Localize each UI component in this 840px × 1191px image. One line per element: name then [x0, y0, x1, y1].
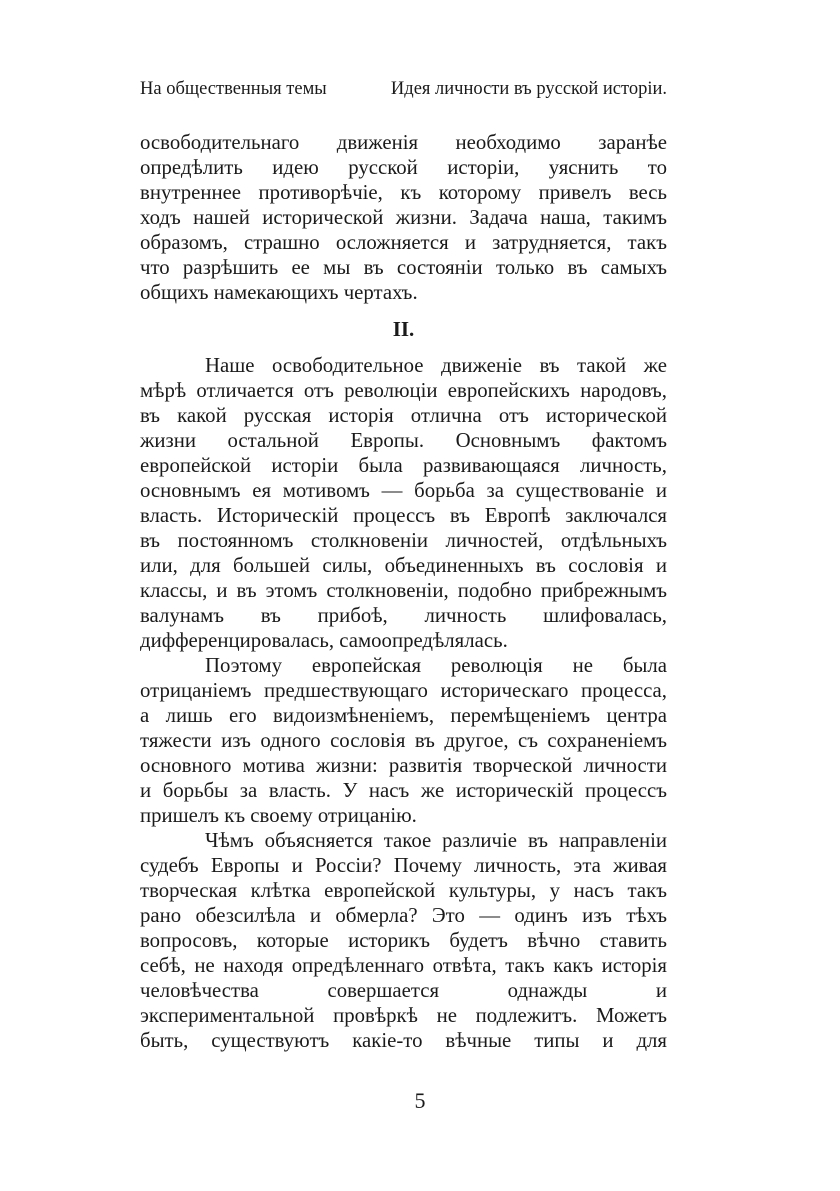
- text-line: а лишь его видоизмѣненіемъ, перемѣщеніемъ центра: [140, 704, 667, 727]
- text-line: судебъ Европы и Россіи? Почему личность, эта живая: [140, 854, 667, 877]
- text-line: валунамъ въ прибоѣ, личность шлифовалась,: [140, 604, 667, 627]
- text-line: опредѣлить идею русской исторіи, уяснить то: [140, 156, 667, 179]
- paragraph-2: [140, 353, 667, 653]
- text-line: основного мотива жизни: развитія творческой личности: [140, 754, 667, 777]
- text-line: освободительнаго движенія необходимо заранѣе: [140, 131, 667, 154]
- text-line: человѣчества совершается однажды и: [140, 979, 667, 1002]
- body-text: [140, 130, 667, 1053]
- section-heading: II.: [392, 317, 415, 341]
- paragraph-4: [140, 828, 667, 1053]
- text-line: образомъ, страшно осложняется и затрудняется, такъ: [140, 231, 667, 254]
- paragraph-3: [140, 653, 667, 828]
- text-line: мѣрѣ отличается отъ революціи европейскихъ народовъ,: [140, 379, 667, 402]
- text-line: быть, существуютъ какіе-то вѣчные типы и для: [140, 1029, 667, 1052]
- text-line: вопросовъ, которые историкъ будетъ вѣчно ставить: [140, 929, 667, 952]
- text-line: Поэтому европейская революція не была: [205, 654, 667, 677]
- text-line: Наше освободительное движеніе въ такой же: [205, 354, 667, 377]
- text-line: европейской исторіи была развивающаяся личность,: [140, 454, 667, 477]
- text-line: экспериментальной провѣркѣ не подлежитъ. Можетъ: [140, 1004, 667, 1027]
- text-line: отрицаніемъ предшествующаго историческаго процесса,: [140, 679, 667, 702]
- text-line: творческая клѣтка европейской культуры, у насъ такъ: [140, 879, 667, 902]
- text-line: въ постоянномъ столкновеніи личностей, отдѣльныхъ: [140, 529, 667, 552]
- paragraph-1: [140, 130, 667, 305]
- text-line: въ какой русская исторія отлична отъ исторической: [140, 404, 667, 427]
- page-number: 5: [414, 1088, 426, 1113]
- text-line: ходъ нашей исторической жизни. Задача наша, такимъ: [140, 206, 667, 229]
- running-head: [140, 76, 667, 102]
- text-line: рано обезсилѣла и обмерла? Это — одинъ изъ тѣхъ: [140, 904, 667, 927]
- text-line: что разрѣшить ее мы въ состояніи только въ самыхъ: [140, 256, 667, 279]
- text-line: дифференцировалась, самоопредѣлялась.: [140, 629, 508, 652]
- text-line: общихъ намекающихъ чертахъ.: [140, 281, 418, 304]
- text-line: основнымъ ея мотивомъ — борьба за существованіе и: [140, 479, 667, 502]
- text-line: себѣ, не находя опредѣленнаго отвѣта, такъ какъ исторія: [140, 954, 667, 977]
- text-line: или, для большей силы, объединенныхъ въ сословія и: [140, 554, 667, 577]
- text-line: пришелъ къ своему отрицанію.: [140, 804, 417, 827]
- text-line: власть. Историческій процессъ въ Европѣ заключался: [140, 504, 667, 527]
- text-line: Чѣмъ объясняется такое различіе въ направленіи: [205, 829, 667, 852]
- running-head-left: На общественныя темы: [140, 79, 327, 99]
- text-line: и борьбы за власть. У насъ же историческій процессъ: [140, 779, 667, 802]
- text-line: классы, и въ этомъ столкновеніи, подобно прибрежнымъ: [140, 579, 667, 602]
- text-line: тяжести изъ одного сословія въ другое, съ сохраненіемъ: [140, 729, 667, 752]
- text-line: внутреннее противорѣчіе, къ которому привелъ весь: [140, 181, 667, 204]
- running-head-right: Идея личности въ русской исторіи.: [390, 79, 667, 99]
- text-line: жизни остальной Европы. Основнымъ фактомъ: [140, 429, 667, 452]
